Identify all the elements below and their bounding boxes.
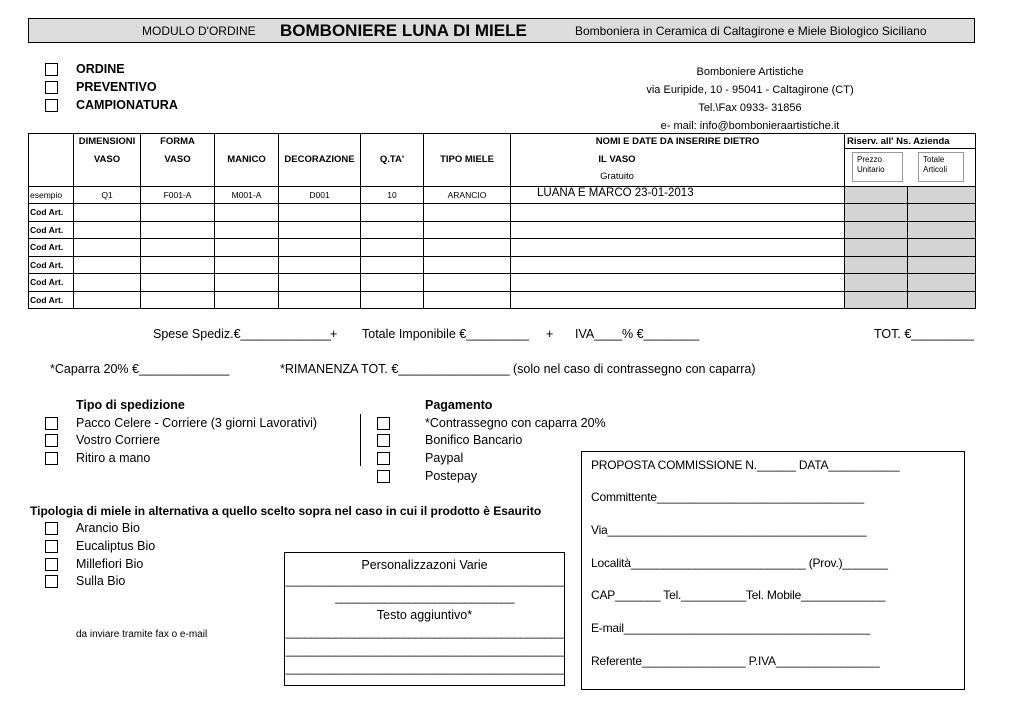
caparra-field[interactable]: *Caparra 20% €_____________ <box>50 362 230 376</box>
divider <box>360 414 361 466</box>
company-phone: Tel.\Fax 0933- 31856 <box>698 102 802 114</box>
payment-option: Bonifico Bancario <box>425 433 523 447</box>
col-riserv: Riserv. all' Ns. Azienda <box>847 136 950 147</box>
col-forma-vaso: VASO <box>164 154 191 165</box>
plus-sign: + <box>546 327 554 341</box>
committente-field[interactable]: Committente________________________________ <box>591 490 864 504</box>
commission-number-date[interactable]: PROPOSTA COMMISSIONE N.______ DATA___________ <box>591 458 900 472</box>
company-info <box>600 63 900 135</box>
iva-field[interactable]: IVA____% €________ <box>575 327 700 341</box>
rimanenza-field[interactable]: *RIMANENZA TOT. €________________ <box>280 362 510 376</box>
checkbox-paypal[interactable] <box>377 452 390 465</box>
shipping-option: Pacco Celere - Corriere (3 giorni Lavorativi) <box>76 416 318 430</box>
row-cod-art: Cod Art. <box>30 260 64 270</box>
checkbox-vostro-corriere[interactable] <box>45 434 58 447</box>
form-label: MODULO D'ORDINE <box>142 24 256 38</box>
tot-field[interactable]: TOT. €_________ <box>874 327 974 341</box>
honey-option: Eucaliptus Bio <box>76 539 156 553</box>
shipping-title: Tipo di spedizione <box>76 398 185 412</box>
col-forma: FORMA <box>160 136 195 147</box>
payment-option: Paypal <box>425 451 464 465</box>
testo-line[interactable]: _____________________________________________ <box>285 625 564 639</box>
payment-option: Postepay <box>425 469 478 483</box>
col-dimensioni: DIMENSIONI <box>78 136 136 147</box>
checkbox-sulla[interactable] <box>45 575 58 588</box>
honey-title: Tipologia di miele in alternativa a quello scelto sopra nel caso in cui il prodotto è Esaurito <box>30 504 542 518</box>
checkbox-millefiori[interactable] <box>45 558 58 571</box>
personalization-title: Personalizzazoni Varie <box>361 558 488 572</box>
form-subtitle: Bomboniera in Ceramica di Caltagirone e Miele Biologico Siciliano <box>575 24 927 38</box>
localita-field[interactable]: Località___________________________ (Prov.)_______ <box>591 556 888 570</box>
referente-piva-field[interactable]: Referente________________ P.IVA________________ <box>591 654 880 668</box>
commission-box <box>581 451 965 690</box>
col-tipo-miele: TIPO MIELE <box>440 154 494 165</box>
via-field[interactable]: Via________________________________________ <box>591 523 867 537</box>
col-nomi-vaso: IL VASO <box>598 154 636 165</box>
example-manico: M001-A <box>231 190 262 200</box>
example-forma: F001-A <box>163 190 192 200</box>
col-qta: Q.TA' <box>379 154 405 165</box>
fax-note: da inviare tramite fax o e-mail <box>76 629 208 640</box>
label-campionatura: CAMPIONATURA <box>76 98 178 112</box>
personalization-box <box>284 552 565 686</box>
row-cod-art: Cod Art. <box>30 225 64 235</box>
email-field[interactable]: E-mail______________________________________ <box>591 621 870 635</box>
example-miele: ARANCIO <box>447 190 487 200</box>
example-qta: 10 <box>387 190 397 200</box>
totale-imponibile[interactable]: Totale Imponibile €_________ <box>362 327 529 341</box>
honey-option: Sulla Bio <box>76 574 126 588</box>
shipping-option: Ritiro a mano <box>76 451 151 465</box>
company-name: Bomboniere Artistiche <box>696 66 804 78</box>
col-totale: Totale Articoli <box>918 152 964 182</box>
cap-tel-field[interactable]: CAP_______ Tel.__________Tel. Mobile_____________ <box>591 588 886 602</box>
col-manico: MANICO <box>227 154 266 165</box>
checkbox-pacco-celere[interactable] <box>45 417 58 430</box>
label-preventivo: PREVENTIVO <box>76 80 157 94</box>
row-example-label: esempio <box>30 190 63 200</box>
checkbox-bonifico[interactable] <box>377 434 390 447</box>
testo-line[interactable]: _____________________________________________ <box>285 643 564 657</box>
col-prezzo: Prezzo Unitario <box>852 152 903 182</box>
checkbox-arancio[interactable] <box>45 522 58 535</box>
example-dim: Q1 <box>101 190 113 200</box>
row-cod-art: Cod Art. <box>30 295 64 305</box>
plus-sign: + <box>330 327 338 341</box>
example-decorazione: D001 <box>309 190 330 200</box>
company-address: via Euripide, 10 - 95041 - Caltagirone (CT) <box>646 84 854 96</box>
shipping-option: Vostro Corriere <box>76 433 161 447</box>
company-email: e- mail: info@bombonieraartistiche.it <box>660 120 840 132</box>
checkbox-eucaliptus[interactable] <box>45 540 58 553</box>
row-cod-art: Cod Art. <box>30 277 64 287</box>
checkbox-preventivo[interactable] <box>45 81 58 94</box>
payment-title: Pagamento <box>425 398 493 412</box>
caparra-note: (solo nel caso di contrassegno con caparra) <box>513 362 756 376</box>
row-cod-art: Cod Art. <box>30 207 64 217</box>
personalization-line[interactable]: _____________________________________________ <box>285 573 564 587</box>
testo-line[interactable]: _____________________________________________ <box>285 661 564 675</box>
honey-option: Millefiori Bio <box>76 557 144 571</box>
checkbox-ordine[interactable] <box>45 63 58 76</box>
example-nomi: LUANA E MARCO 23-01-2013 <box>537 187 694 199</box>
spese-spedizione[interactable]: Spese Spediz.€_____________ <box>153 327 331 341</box>
checkbox-campionatura[interactable] <box>45 99 58 112</box>
col-nomi-gratuito: Gratuito <box>600 171 634 182</box>
form-header <box>28 18 975 43</box>
checkbox-postepay[interactable] <box>377 470 390 483</box>
honey-option: Arancio Bio <box>76 521 140 535</box>
checkbox-contrassegno[interactable] <box>377 417 390 430</box>
row-cod-art: Cod Art. <box>30 242 64 252</box>
col-nomi: NOMI E DATE DA INSERIRE DIETRO <box>595 136 760 147</box>
personalization-line[interactable]: _____________________________ <box>334 590 515 604</box>
col-dimensioni-vaso: VASO <box>93 154 121 165</box>
payment-option: *Contrassegno con caparra 20% <box>425 416 606 430</box>
form-title: BOMBONIERE LUNA DI MIELE <box>280 21 527 40</box>
testo-aggiuntivo-label: Testo aggiuntivo* <box>376 608 473 622</box>
checkbox-ritiro-mano[interactable] <box>45 452 58 465</box>
col-decorazione: DECORAZIONE <box>284 154 355 165</box>
label-ordine: ORDINE <box>76 62 125 76</box>
